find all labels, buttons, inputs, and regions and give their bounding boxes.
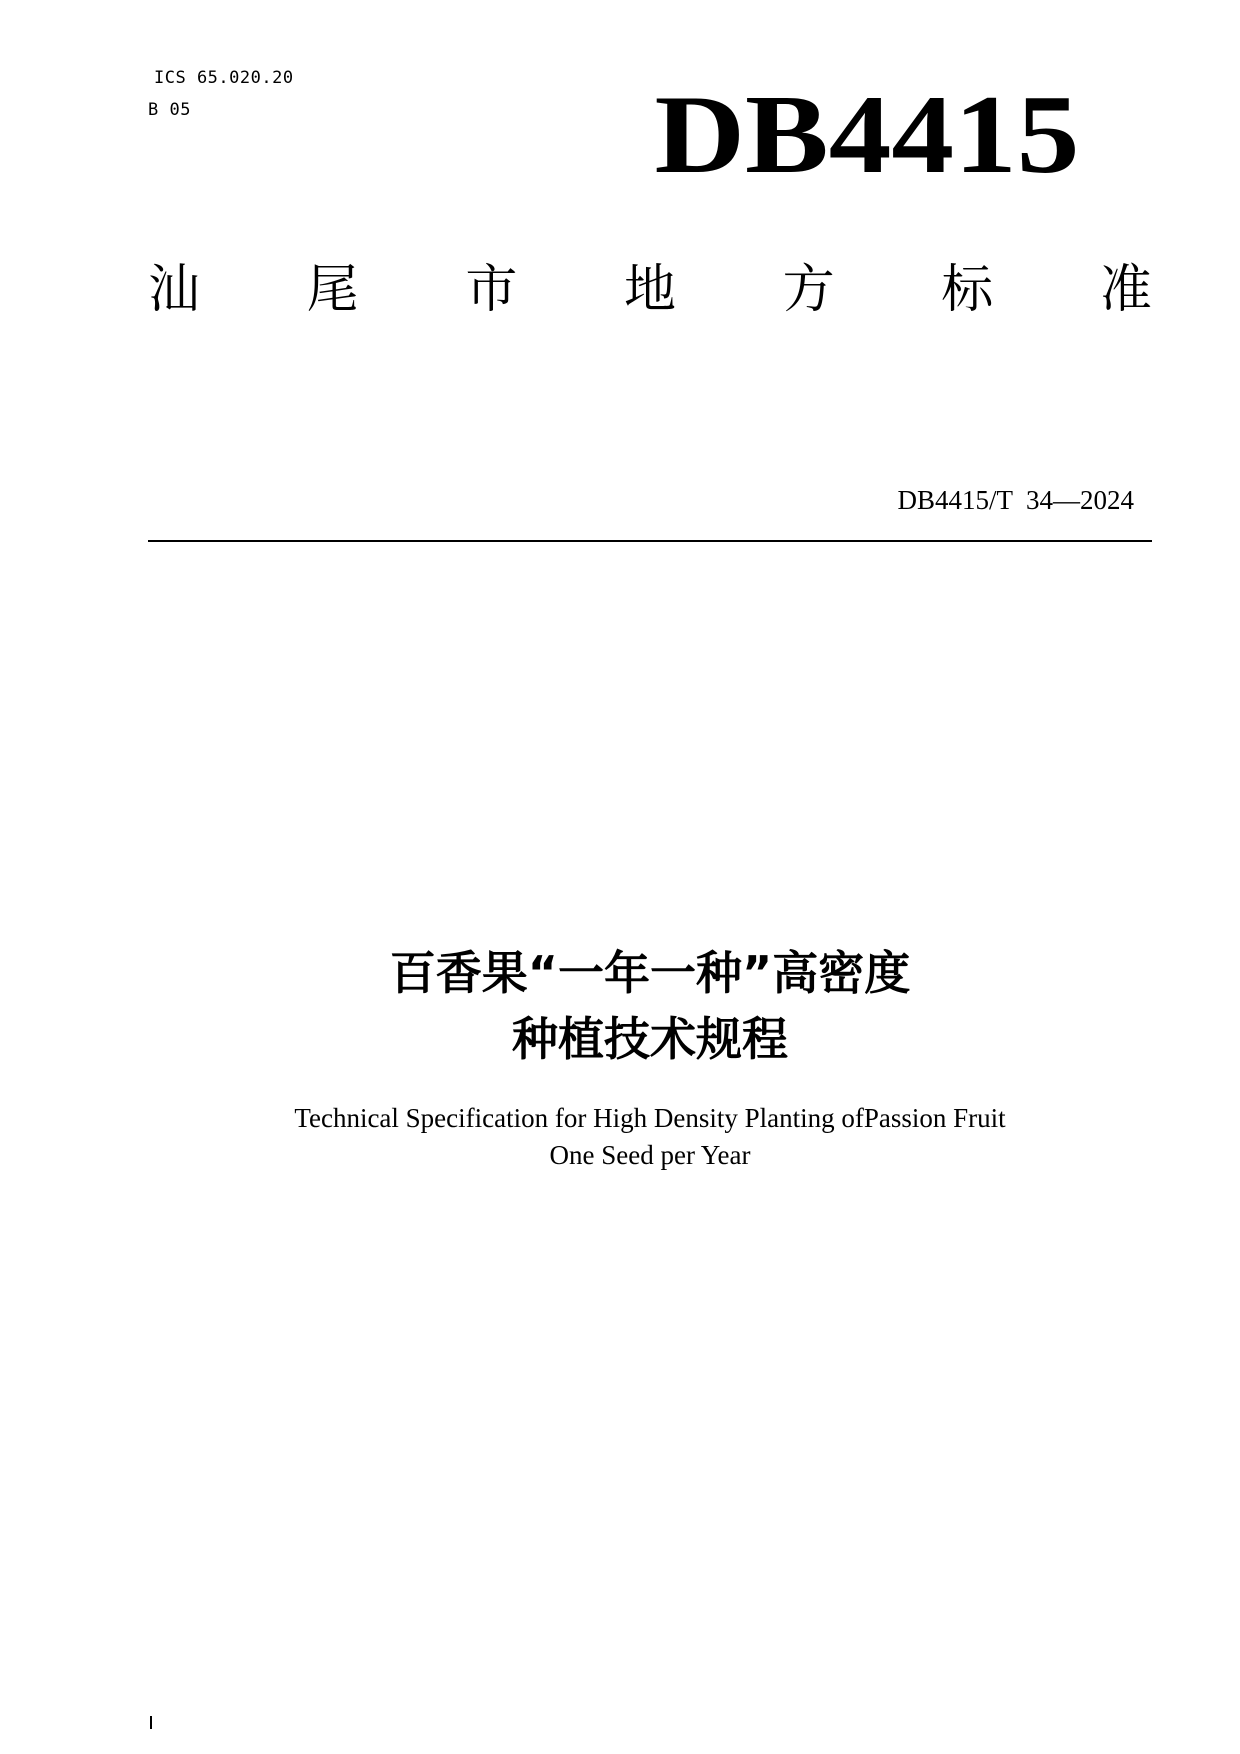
standard-type-char: 尾	[306, 260, 359, 320]
db-logo-text: DB4415	[654, 80, 1080, 190]
standard-type-char: 汕	[148, 260, 201, 320]
db-logo	[650, 80, 1085, 190]
page-number-mark	[150, 1716, 152, 1729]
header-divider	[148, 540, 1152, 542]
title-block	[148, 940, 1152, 1174]
standard-type-char: 地	[623, 260, 676, 320]
english-title-line-1: Technical Specification for High Density Planting ofPassion Fruit	[294, 1103, 1006, 1133]
chinese-title-line-1: 百香果“一年一种”高密度	[389, 946, 911, 1000]
standard-type-char: 方	[782, 260, 835, 320]
chinese-title-line-2: 种植技术规程	[512, 1012, 788, 1066]
standard-number: DB4415/T 34—2024	[897, 485, 1134, 515]
ics-code: ICS 65.020.20	[154, 68, 294, 88]
standard-type-char: 准	[1099, 260, 1152, 320]
standard-type-heading	[148, 255, 1152, 325]
standard-type-char: 市	[465, 260, 518, 320]
english-title	[148, 1100, 1152, 1174]
standard-type-char: 标	[941, 260, 994, 320]
clc-code: B 05	[148, 100, 191, 120]
english-title-line-2: One Seed per Year	[549, 1140, 751, 1170]
